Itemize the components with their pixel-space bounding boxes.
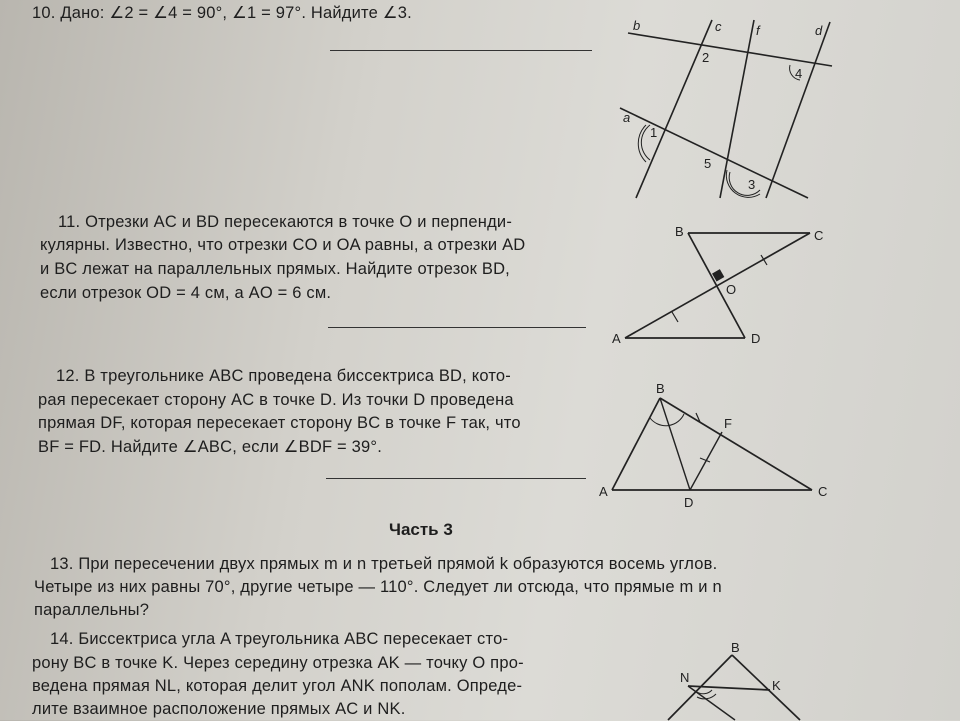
problem-11-line-3: и BC лежат на параллельных прямых. Найдите отрезок BD, — [40, 260, 510, 278]
label-D: D — [684, 495, 694, 510]
label-N: N — [680, 670, 690, 685]
part-3-heading: Часть 3 — [389, 520, 453, 539]
label-B: B — [731, 640, 740, 655]
label-C: C — [814, 228, 824, 243]
label-A: A — [599, 484, 608, 499]
problem-14-line-1: 14. Биссектриса угла A треугольника ABC пересекает сто- — [50, 630, 509, 648]
label-f: f — [756, 23, 760, 38]
problem-11-line-4: если отрезок OD = 4 см, а AO = 6 см. — [40, 284, 332, 302]
label-B: B — [656, 381, 665, 396]
label-b: b — [633, 18, 641, 33]
angle-5: 5 — [704, 156, 712, 171]
angle-3: 3 — [748, 177, 756, 192]
label-C: C — [818, 484, 828, 499]
problem-13-line-1: 13. При пересечении двух прямых m и n третьей прямой k образуются восемь углов. — [50, 555, 718, 573]
problem-13-line-2: Четыре из них равны 70°, другие четыре — 110°. Следует ли отсюда, что прямые m и n — [34, 578, 722, 596]
label-c: c — [715, 19, 722, 34]
angle-2: 2 — [702, 50, 710, 65]
problem-12-line-4: BF = FD. Найдите ∠ABC, если ∠BDF = 39°. — [38, 438, 383, 456]
problem-12-line-3: прямая DF, которая пересекает сторону BC в точке F так, что — [38, 414, 521, 432]
angle-1: 1 — [650, 125, 658, 140]
label-F: F — [724, 416, 732, 431]
problem-11-line-2: кулярны. Известно, что отрезки CO и OA равны, а отрезки AD — [40, 236, 526, 254]
label-O: O — [726, 282, 737, 297]
problem-12-line-1: 12. В треугольнике ABC проведена биссектриса BD, кото- — [56, 367, 512, 385]
problem-14-line-4: лите взаимное расположение прямых AC и NK. — [32, 700, 406, 718]
problem-10-text: 10. Дано: ∠2 = ∠4 = 90°, ∠1 = 97°. Найдите ∠3. — [32, 4, 412, 22]
label-K: K — [772, 678, 781, 693]
label-B: B — [675, 224, 684, 239]
angle-4: 4 — [795, 66, 803, 81]
problem-11-line-1: 11. Отрезки AC и BD пересекаются в точке O и перпенди- — [58, 213, 513, 231]
problem-14-line-3: ведена прямая NL, которая делит угол ANK пополам. Опреде- — [32, 677, 523, 695]
label-d: d — [815, 23, 823, 38]
problem-13-line-3: параллельны? — [34, 601, 150, 619]
problem-12-line-2: рая пересекает сторону AC в точке D. Из точки D проведена — [38, 391, 514, 409]
label-D: D — [751, 331, 761, 346]
label-a: a — [623, 110, 631, 125]
problem-14-line-2: рону BC в точке K. Через середину отрезка AK — точку O про- — [32, 654, 524, 672]
label-A: A — [612, 331, 621, 346]
